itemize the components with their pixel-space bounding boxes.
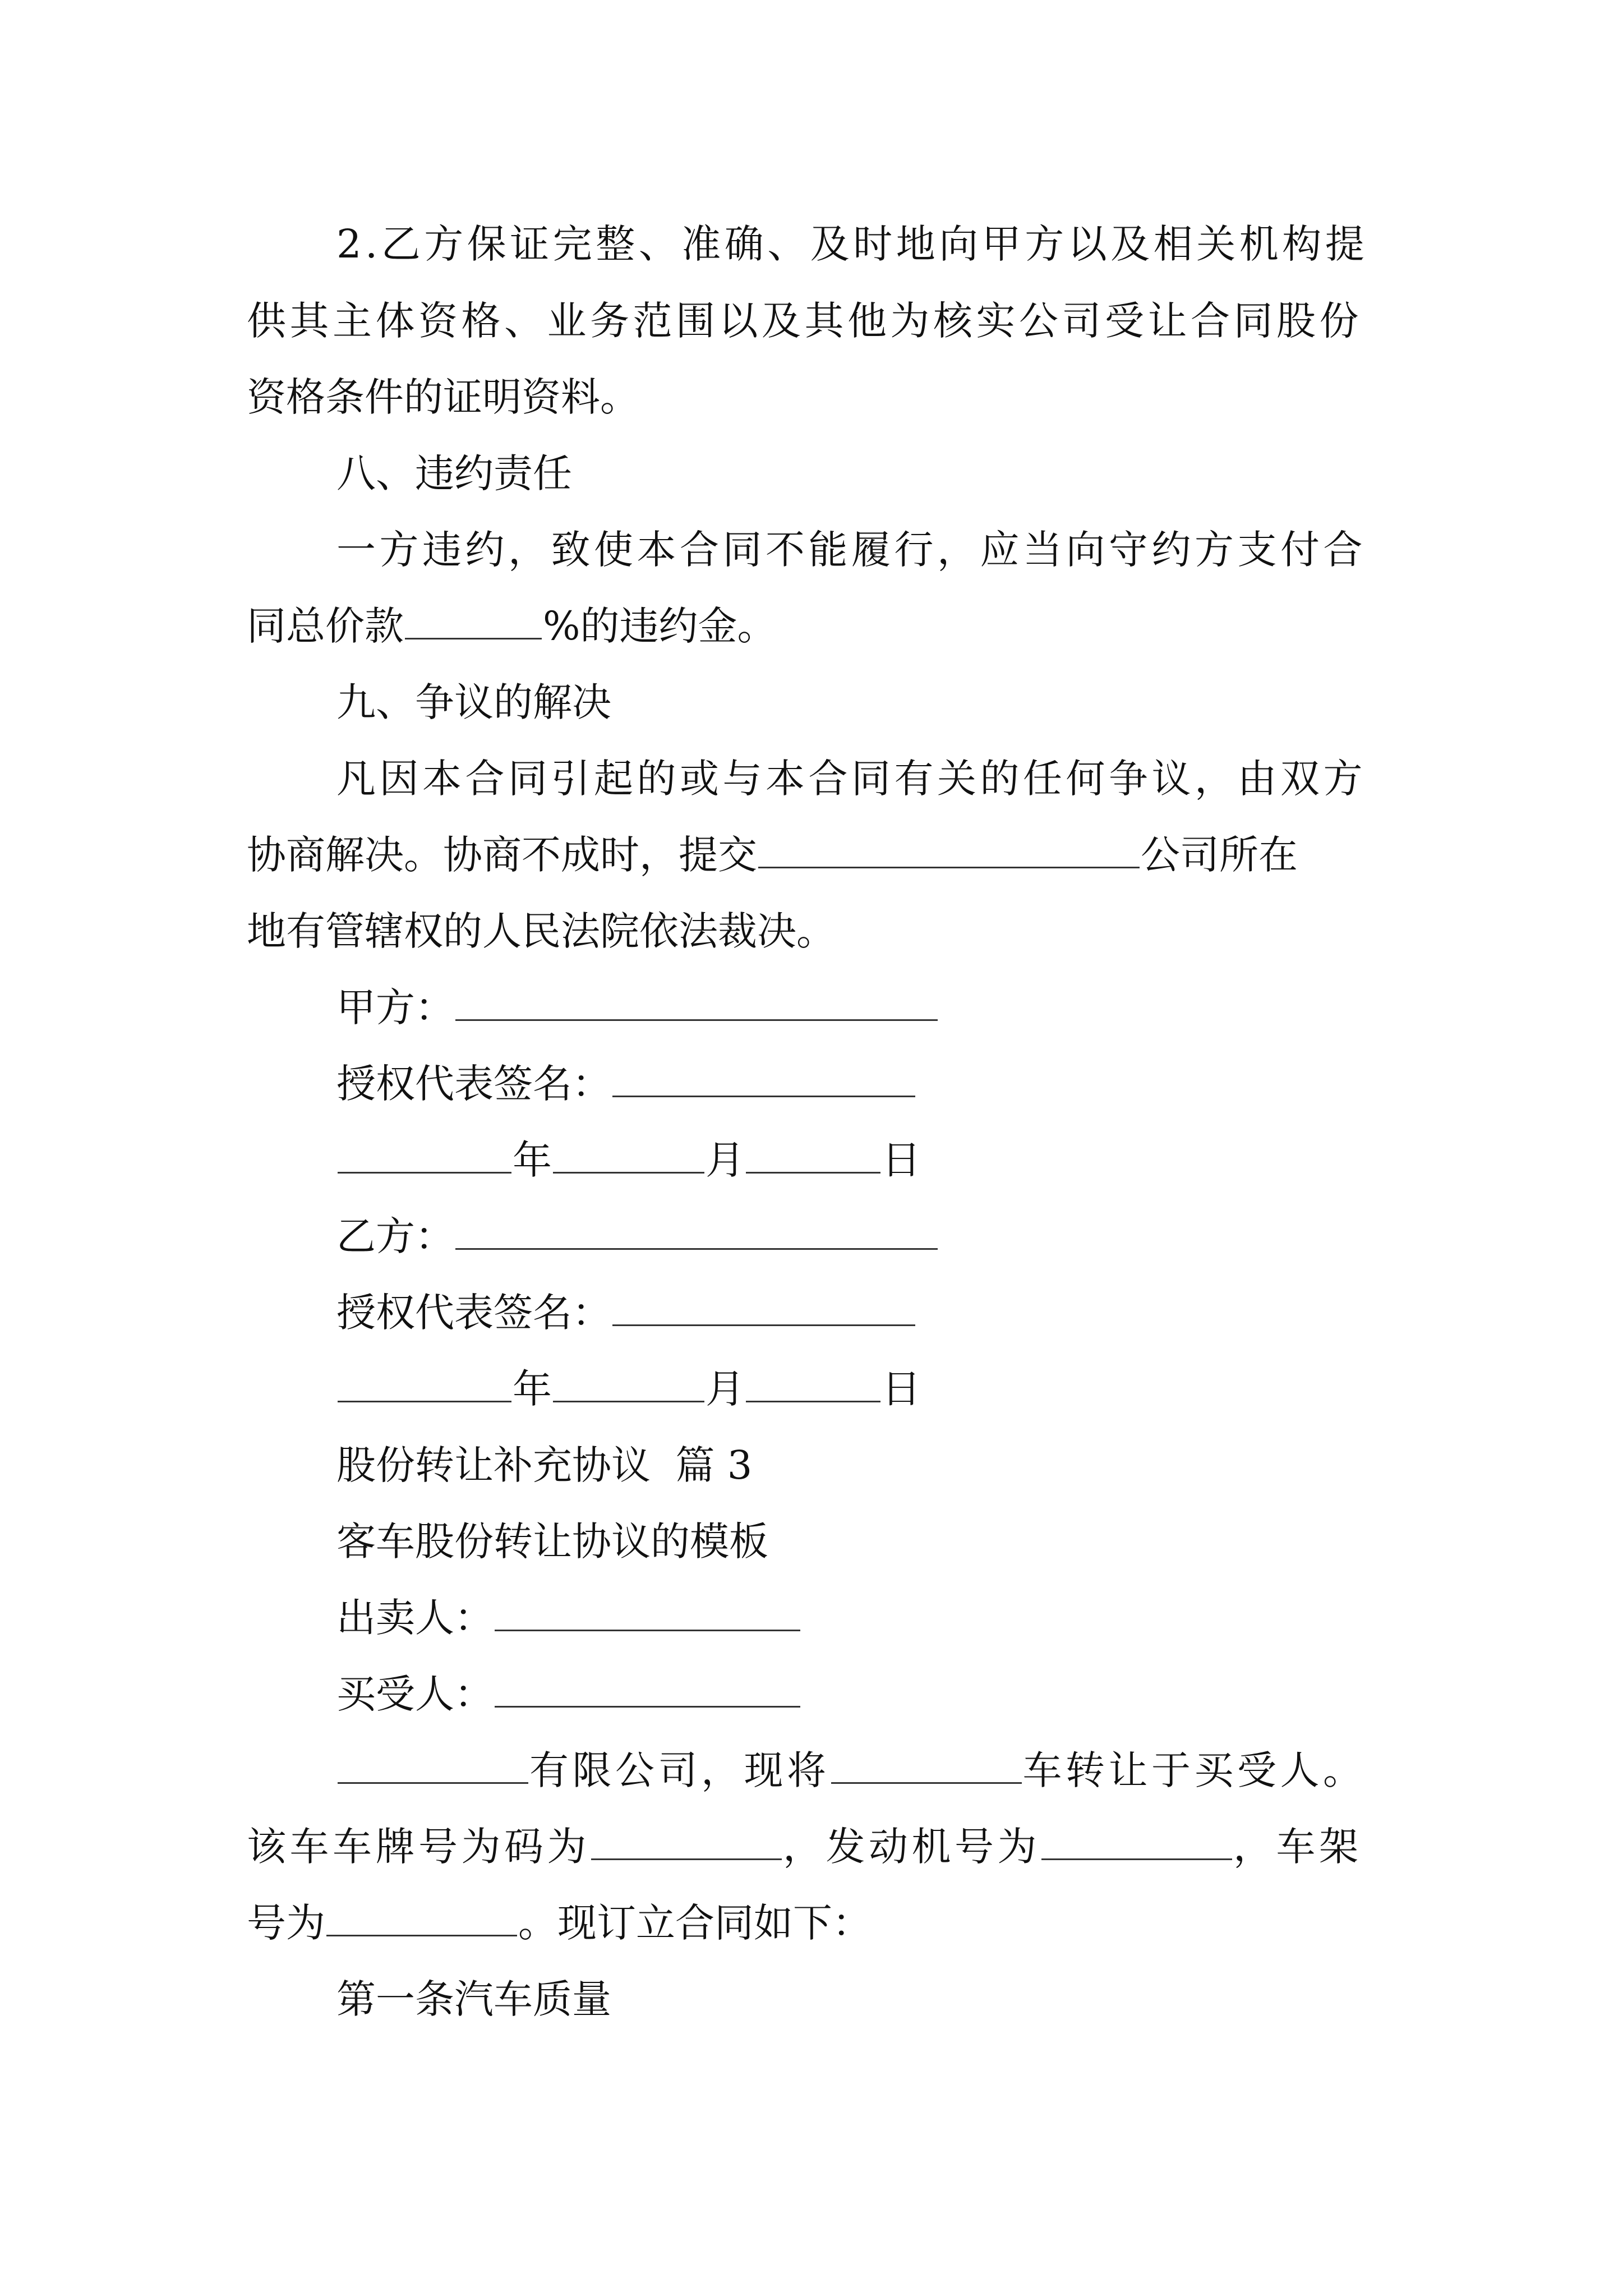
party-b-blank (455, 1209, 938, 1250)
intro-line-2-engine: ，发动机号为 (783, 1824, 1040, 1870)
party-b-rep-line (336, 1285, 916, 1341)
party-b-line (336, 1208, 939, 1264)
breach-line-2-text: 同总价款 (247, 603, 404, 649)
frame-number-blank (326, 1895, 517, 1936)
heading-breach-of-contract: 八、违约责任 (336, 450, 572, 496)
dispute-line-3: 地有管辖权的人民法院依法裁决。 (247, 908, 836, 954)
party-b-year-blank (338, 1361, 511, 1402)
party-a-rep-line (336, 1056, 916, 1112)
party-b-signature-blank (612, 1285, 915, 1326)
buyer-line (336, 1666, 801, 1722)
party-a-date-line (336, 1132, 921, 1188)
party-a-year-blank (338, 1133, 511, 1174)
percentage-blank (405, 599, 542, 639)
intro-line-3 (247, 1895, 872, 1951)
intro-line-3-label: 号为 (247, 1900, 325, 1946)
clause-2-line-2: 供其主体资格、业务范围以及其他为核实公司受让合同股份 (247, 298, 1362, 344)
party-b-month-label: 月 (706, 1366, 745, 1412)
buyer-blank (495, 1667, 800, 1708)
intro-line-2-plate: 该车车牌号为码为 (247, 1824, 590, 1870)
heading-dispute-resolution: 九、争议的解决 (336, 679, 611, 725)
intro-line-2-frame: ，车架 (1233, 1824, 1362, 1870)
party-b-rep-label: 授权代表签名： (336, 1290, 611, 1336)
party-a-signature-blank (612, 1056, 915, 1097)
party-a-month-label: 月 (706, 1137, 745, 1183)
breach-line-2-suffix: %的违约金。 (543, 603, 777, 649)
clause-2-line-1: 2.乙方保证完整、准确、及时地向甲方以及相关机构提 (336, 221, 1368, 267)
party-a-rep-label: 授权代表签名： (336, 1061, 611, 1107)
vehicle-blank (831, 1743, 1022, 1784)
buyer-label: 买受人： (336, 1671, 494, 1717)
plate-number-blank (591, 1819, 782, 1860)
intro-line-3-end: 。现订立合同如下： (518, 1900, 872, 1946)
party-b-date-line (336, 1361, 921, 1417)
party-b-day-blank (746, 1361, 880, 1402)
party-b-day-label: 日 (882, 1366, 921, 1412)
section-title: 股份转让补充协议 篇 3 (336, 1442, 753, 1488)
party-a-year-label: 年 (513, 1137, 552, 1183)
company-name-blank (338, 1743, 528, 1784)
party-a-blank (455, 980, 938, 1021)
party-a-label: 甲方： (336, 984, 454, 1030)
party-b-month-blank (553, 1361, 704, 1402)
party-b-label: 乙方： (336, 1213, 454, 1259)
dispute-line-1: 凡因本合同引起的或与本合同有关的任何争议，由双方 (336, 756, 1366, 802)
intro-line-1-mid: 有限公司，现将 (529, 1747, 830, 1793)
engine-number-blank (1041, 1819, 1232, 1860)
template-title: 客车股份转让协议的模板 (336, 1519, 768, 1565)
seller-blank (495, 1590, 800, 1631)
party-a-day-blank (746, 1133, 880, 1174)
breach-line-2 (247, 598, 777, 654)
clause-2-line-3: 资格条件的证明资料。 (247, 374, 639, 420)
party-a-month-blank (553, 1133, 704, 1174)
seller-label: 出卖人： (336, 1595, 494, 1641)
dispute-line-2-suffix: 公司所在 (1141, 832, 1298, 878)
dispute-line-2-text: 协商解决。协商不成时，提交 (247, 832, 757, 878)
intro-line-2 (247, 1819, 1362, 1875)
party-a-day-label: 日 (882, 1137, 921, 1183)
intro-line-1 (336, 1742, 1366, 1798)
article-1-heading: 第一条汽车质量 (336, 1976, 611, 2022)
dispute-line-2 (247, 827, 1298, 883)
breach-line-1: 一方违约，致使本合同不能履行，应当向守约方支付合 (336, 527, 1366, 573)
intro-line-1-end: 车转让于买受人。 (1022, 1747, 1366, 1793)
party-b-year-label: 年 (513, 1366, 552, 1412)
party-a-line (336, 979, 939, 1036)
company-blank (758, 827, 1140, 868)
seller-line (336, 1590, 801, 1646)
